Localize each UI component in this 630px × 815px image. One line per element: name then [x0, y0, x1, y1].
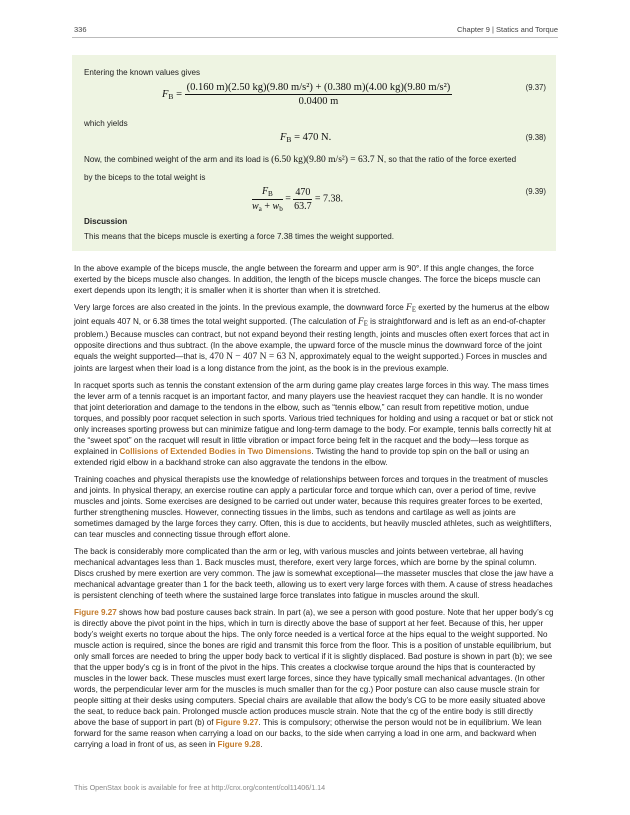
link-figure-9-27-second[interactable]: Figure 9.27 [215, 718, 259, 728]
net-force-math: 470 N − 407 N = 63 N [209, 352, 296, 363]
discussion-heading: Discussion [84, 217, 128, 226]
discussion-text: This means that the biceps muscle is exerting a force 7.38 times the weight supported. [84, 232, 394, 241]
combined-weight-text-1: Now, the combined weight of the arm and its load is [84, 155, 269, 164]
equation-9-37-label: (9.37) [525, 83, 546, 92]
page-number: 336 [74, 25, 87, 34]
paragraph-racquet-sports-part-a: In racquet sports such as tennis the constant extension of the arm during game play creates large forces in this way. The mass times the lever arm of a tennis racquet is an important factor, and many players use the heaviest racquet they can handle. It is no wonder that joint deterioration and damage to the tendons in the elbow, such as “tennis elbow,” can result from repetitive motion, undue torques, and possibly poor racquet selection in such sports. Various tried techniques for holding and using a racquet or bat or stick not only increases sporting prowess but can minimize fatigue and long-term damage to the body. For example, tennis balls correctly hit at the “sweet spot” on the racquet will result in little vibration or impact force being felt in the racquet and the body—less torque as explained in [74, 381, 554, 457]
combined-weight-text-2: , so that the ratio of the force exerted [383, 155, 517, 164]
body-text [74, 263, 556, 756]
link-figure-9-28[interactable]: Figure 9.28 [217, 740, 261, 750]
paragraph-posture-part-b: . This is compulsory; otherwise the person would not be in equilibrium. We lean forward for the same reason when carrying a load on our backs, to the side when carrying a load in one arm, and backward when carrying a load in front of us, as seen in [74, 718, 542, 750]
force-fe-symbol: $F_E$ [406, 303, 417, 314]
paragraph-joint-forces-part-a: Very large forces are also created in the joints. In the previous example, the downward force [74, 303, 404, 312]
example-intro: Entering the known values gives [84, 68, 201, 77]
paragraph-joint-forces [74, 302, 556, 374]
paragraph-racquet-sports [74, 380, 556, 468]
ratio-intro-text: by the biceps to the total weight is [84, 173, 206, 182]
equation-9-38-label: (9.38) [525, 133, 546, 142]
paragraph-posture [74, 607, 556, 750]
header-divider [72, 37, 558, 38]
paragraph-posture-part-a: shows how bad posture causes back strain. In part (a), we see a person with good posture. Note that her upper body’s cg is directly above the pivot point in the hips, which in turn is directly above the base of support at her feet. Because of this, her upper body’s weight exerts no torque about the hips. The only force needed is a vertical force at the hips equal to the weight supported. No muscle action is required, since the bones are rigid and transmit this force from the floor. This is a position of unstable equilibrium, but only small forces are needed to bring the upper body back to vertical if it is slightly displaced. Bad posture is shown in part (b); we see that the upper body’s cg is in front of the pivot in the hips. This creates a clockwise torque around the hips that is counteracted by muscles in the lower back. These muscles must exert large forces, since they have typically small mechanical advantages. (In other words, the perpendicular lever arm for the muscles is much smaller than for the cg.) Poor posture can also cause muscle strain for people sitting at their desks using computers. Special chairs are available that allow the body’s CG to be more easily situated above the seat, to reduce back pain. Prolonged muscle action produces muscle strain. Note that the cg of the entire body is still directly above the base of support in part (b) of [74, 608, 554, 728]
combined-weight-text [84, 154, 516, 166]
which-yields-text: which yields [84, 119, 128, 128]
equation-9-39-label: (9.39) [525, 187, 546, 196]
page-footer: This OpenStax book is available for free at http://cnx.org/content/col11406/1.14 [74, 783, 326, 792]
paragraph-back-muscles: The back is considerably more complicated than the arm or leg, with various muscles and joints between vertebrae, all having mechanical advantages less than 1. Back muscles must, therefore, exert very large forces, which are borne by the spinal column. Discs crushed by mere exertion are very common. The jaw is somewhat exceptional—the masseter muscles that close the jaw have a mechanical advantage greater than 1 for the back teeth, allowing us to exert very large forces with them. A cause of stress headaches is persistent clenching of teeth where the sustained large force translates into fatigue in muscles around the skull. [74, 547, 554, 601]
combined-weight-math: (6.50 kg)(9.80 m/s²) = 63.7 N [271, 155, 384, 165]
paragraph-joint-forces-part-c: is straightforward and is left as an end-of-chapter problem.) Because muscles can contract, but not expand beyond their resting length, joints and muscles often exert forces that act in opposite directions and thus subtract. (In the above example, the upward force of the muscle minus the downward force of the joint equals the weight supported—that is, [74, 316, 550, 362]
equation-9-39: $\frac{F_B}{w_a + w_b}$ = $\frac{470}{63.7}$ = 7.38. [252, 186, 344, 213]
chapter-title: Chapter 9 | Statics and Torque [456, 25, 558, 34]
equation-9-37-numerator: (0.160 m)(2.50 kg)(9.80 m/s²) + (0.380 m)(4.00 kg)(9.80 m/s²) [186, 82, 451, 93]
paragraph-joint-forces-part-d: , approximately equal to the weight supported.) Forces in muscles and joints are largest when their load is a long distance from the joint, as the book is in the previous example. [74, 352, 547, 374]
link-collisions-extended-bodies[interactable]: Collisions of Extended Bodies in Two Dimensions [119, 447, 312, 457]
force-fe-symbol-2: $F_E$ [357, 316, 368, 328]
link-figure-9-27[interactable]: Figure 9.27 [74, 608, 117, 618]
paragraph-training-coaches: Training coaches and physical therapists use the knowledge of relationships between forces and torques in the treatment of muscles and joints. In physical therapy, an exercise routine can apply a particular force and torque which can, over a period of time, revive muscles and joints. Some exercises are designed to be carried out under water, because this requires greater forces to be exerted, further strengthening muscles. However, connecting tissues in the limbs, such as tendons and cartilage as well as joints are sometimes damaged by the large forces they carry. Often, this is due to accidents, but heavily muscled athletes, such as weightlifters, can tear muscles and connecting tissue through effort alone. [74, 475, 552, 540]
paragraph-posture-part-c: . [260, 740, 263, 750]
paragraph-joint-forces-part-b: exerted by the humerus at the elbow joint equals 407 N, or 6.38 times the total weight supported. (The calculation of [74, 303, 550, 326]
paragraph-elbow-angle: In the above example of the biceps muscle, the angle between the forearm and upper arm is 90°. If this angle changes, the force exerted by the biceps muscle also changes. In addition, the length of the biceps muscle changes. The force the biceps muscle can exert depends upon its length; it is smaller when it is shorter than when it is stretched. [74, 264, 541, 295]
example-box [72, 55, 556, 251]
equation-9-37: $F_B$ = (0.160 m)(2.50 kg)(9.80 m/s²) + (0.380 m)(4.00 kg)(9.80 m/s²) 0.0400 m [162, 82, 451, 107]
paragraph-racquet-sports-part-b: . Twisting the hand to provide top spin on the ball or using an extended rigid elbow in a backhand stroke can also aggravate the tendons in the elbow. [74, 447, 529, 468]
equation-9-38: $F_B = 470$ N. [280, 132, 332, 144]
equation-9-37-denominator: 0.0400 m [298, 96, 339, 107]
